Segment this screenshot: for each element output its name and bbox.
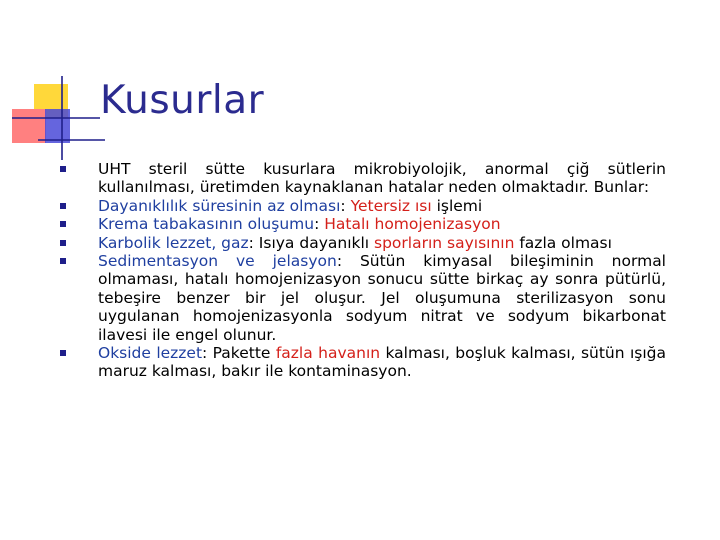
bullet-item — [60, 160, 666, 197]
square-bullet-icon — [60, 166, 66, 172]
bullet-text-segment: Yetersiz ısı — [350, 196, 432, 215]
bullet-text-segment: Dayanıklılık süresinin az olması — [98, 196, 341, 215]
bullet-text-segment: fazla havanın — [275, 344, 381, 363]
decorative-squares-graphic — [0, 0, 110, 170]
bullet-text-segment: Hatalı homojenizasyon — [324, 215, 501, 234]
bullet-text-segment: : — [314, 215, 325, 234]
bullet-text-segment: : — [340, 196, 351, 215]
square-bullet-icon — [60, 203, 66, 209]
bullet-text-segment: Krema tabakasının oluşumu — [98, 215, 315, 234]
bullet-text-segment: : Pakette — [202, 344, 276, 363]
square-bullet-icon — [60, 258, 66, 264]
bullet-item — [60, 252, 666, 344]
square-bullet-icon — [60, 240, 66, 246]
bullet-item — [60, 234, 666, 252]
bullet-text-segment: işlemi — [431, 196, 483, 215]
slide-title: Kusurlar — [100, 78, 265, 123]
bullet-text-segment: Okside lezzet — [98, 344, 203, 363]
bullet-item — [60, 215, 666, 233]
blue-square — [45, 109, 70, 143]
bullet-text-segment: kalması, boşluk kalması, sütün ışığa maruz kalması, bakır ile kontaminasyon. — [98, 344, 666, 381]
bullet-item — [60, 344, 666, 381]
bullet-text-segment: Sedimentasyon ve jelasyon — [98, 252, 337, 271]
bullet-item — [60, 197, 666, 215]
bullet-text-segment: UHT steril sütte kusurlara mikrobiyolojik, anormal çiğ sütlerin kullanılması, üretimden kaynaklanan hatalar neden olmaktadır. Bunlar: — [98, 160, 666, 197]
bullet-text-segment: : Isıya dayanıklı — [248, 233, 375, 252]
bullet-text-segment: sporların sayısının — [374, 233, 515, 252]
bullet-list — [60, 160, 666, 381]
red-square — [12, 109, 46, 143]
bullet-text-segment: fazla olması — [514, 233, 612, 252]
bullet-text-segment: : Sütün kimyasal bileşiminin normal olmaması, hatalı homojenizasyon sonucu sütte birkaç ay sonra pütürlü, tebeşire benzer bir jel oluşur. Jel oluşumuna sterilizasyon sonu uygulanan homojenizasyonla sodyum nitrat ve sodyum bikarbonat ilavesi ile engel olunur. — [98, 252, 666, 344]
square-bullet-icon — [60, 350, 66, 356]
square-bullet-icon — [60, 221, 66, 227]
bullet-text-segment: Karbolik lezzet, gaz — [98, 233, 249, 252]
